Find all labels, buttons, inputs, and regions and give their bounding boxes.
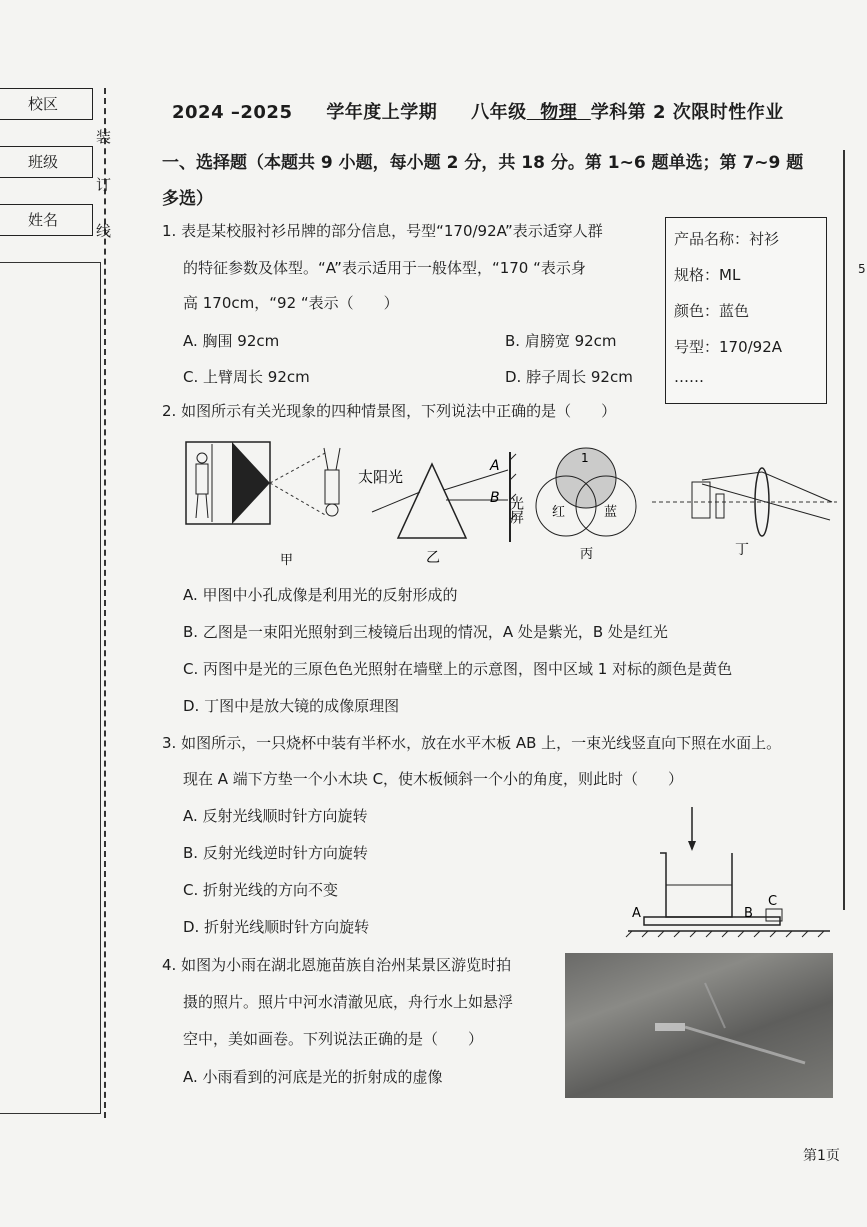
- right-edge-mark: 5: [858, 262, 866, 276]
- binding-char-xian: 线: [96, 222, 112, 240]
- q3-line1: 3. 如图所示，一只烧杯中装有半杯水，放在水平木板 AB 上，一束光线竖直向下照在水面上。: [162, 734, 782, 752]
- garment-tag-box: [665, 217, 827, 404]
- fig-label-blue: 蓝: [604, 505, 618, 520]
- right-margin-line: [843, 150, 845, 910]
- q1-option-a[interactable]: A. 胸围 92cm: [183, 332, 280, 350]
- q3-line2: 现在 A 端下方垫一个小木块 C，使木板倾斜一个小的角度，则此时（ ）: [183, 770, 684, 788]
- q2-figures: [182, 430, 842, 570]
- section-title-line2: 多选）: [162, 189, 213, 209]
- binding-char-zhuang: 装: [96, 128, 112, 146]
- fig-label-jia: 甲: [280, 553, 294, 568]
- campus-label: 校区: [28, 95, 59, 113]
- q1-option-b[interactable]: B. 肩膀宽 92cm: [505, 332, 617, 350]
- q2-stem: 2. 如图所示有关光现象的四种情景图，下列说法中正确的是（ ）: [162, 402, 617, 420]
- page-title: [172, 98, 784, 124]
- title-term: 学年度上学期: [326, 102, 438, 123]
- name-label: 姓名: [28, 211, 59, 229]
- title-rest: 学科第 2 次限时性作业: [590, 102, 784, 123]
- river-boat-photo: [565, 953, 833, 1098]
- tag-size: 号型：170/92A: [674, 338, 783, 356]
- title-subject: 物理: [540, 102, 578, 123]
- q3-option-b[interactable]: B. 反射光线逆时针方向旋转: [183, 844, 368, 862]
- q1-option-d[interactable]: D. 脖子周长 92cm: [505, 368, 633, 386]
- q3-label-b: B: [744, 906, 753, 921]
- section-title-line1: 一、选择题（本题共 9 小题，每小题 2 分，共 18 分。第 1~6 题单选；第 7~9 题: [162, 153, 804, 173]
- fig-label-a: A: [490, 458, 500, 474]
- q4-line1: 4. 如图为小雨在湖北恩施苗族自治州某景区游览时拍: [162, 956, 512, 974]
- fig-label-region: 1: [581, 451, 589, 465]
- binding-dashed-line: [104, 88, 106, 1118]
- q1-line3: 高 170cm，“92 “表示（ ）: [183, 294, 399, 312]
- fig-label-bing: 丙: [580, 547, 594, 562]
- title-grade: 八年级: [471, 102, 527, 123]
- q1-option-c[interactable]: C. 上臂周长 92cm: [183, 368, 310, 386]
- tag-color: 颜色：蓝色: [674, 302, 750, 320]
- title-year: 2024 –2025: [172, 102, 293, 123]
- fig-label-red: 红: [552, 505, 566, 520]
- fig-jia: [186, 442, 340, 524]
- q3-option-a[interactable]: A. 反射光线顺时针方向旋转: [183, 807, 368, 825]
- fig-ding: [652, 468, 837, 536]
- class-label: 班级: [28, 153, 59, 171]
- q4-line2: 摄的照片。照片中河水清澈见底，舟行水上如悬浮: [183, 993, 514, 1011]
- q2-option-c[interactable]: C. 丙图中是光的三原色色光照射在墙壁上的示意图，图中区域 1 对标的颜色是黄色: [183, 660, 733, 678]
- tag-spec: 规格：ML: [674, 266, 741, 284]
- q2-option-a[interactable]: A. 甲图中小孔成像是利用光的反射形成的: [183, 586, 458, 604]
- tag-more: ……: [674, 368, 704, 386]
- binding-char-ding: 订: [96, 176, 112, 194]
- q1-line2: 的特征参数及体型。“A”表示适用于一般体型，“170 “表示身: [183, 259, 586, 277]
- fig-label-yi: 乙: [426, 550, 440, 566]
- q1-line1: 1. 表是某校服衬衫吊牌的部分信息，号型“170/92A”表示适穿人群: [162, 222, 603, 240]
- q3-label-c: C: [768, 894, 778, 909]
- fig-label-b: B: [490, 490, 500, 506]
- q3-option-c[interactable]: C. 折射光线的方向不变: [183, 881, 339, 899]
- fig-label-ding: 丁: [735, 542, 749, 558]
- page-number: 第1页: [803, 1148, 840, 1164]
- q4-line3: 空中，美如画卷。下列说法正确的是（ ）: [183, 1030, 484, 1048]
- fig-label-screen: 光屏: [508, 496, 524, 524]
- q2-option-b[interactable]: B. 乙图是一束阳光照射到三棱镜后出现的情况，A 处是紫光，B 处是红光: [183, 623, 668, 641]
- q3-label-a: A: [632, 906, 641, 921]
- q2-option-d[interactable]: D. 丁图中是放大镜的成像原理图: [183, 697, 400, 715]
- q3-option-d[interactable]: D. 折射光线顺时针方向旋转: [183, 918, 370, 936]
- q4-option-a[interactable]: A. 小雨看到的河底是光的折射成的虚像: [183, 1068, 443, 1086]
- fig-label-sunlight: 太阳光: [358, 468, 404, 486]
- tag-name: 产品名称：衬衫: [674, 230, 780, 248]
- q3-beaker-figure: [620, 805, 835, 940]
- sidebar-blank-area: [0, 262, 101, 1114]
